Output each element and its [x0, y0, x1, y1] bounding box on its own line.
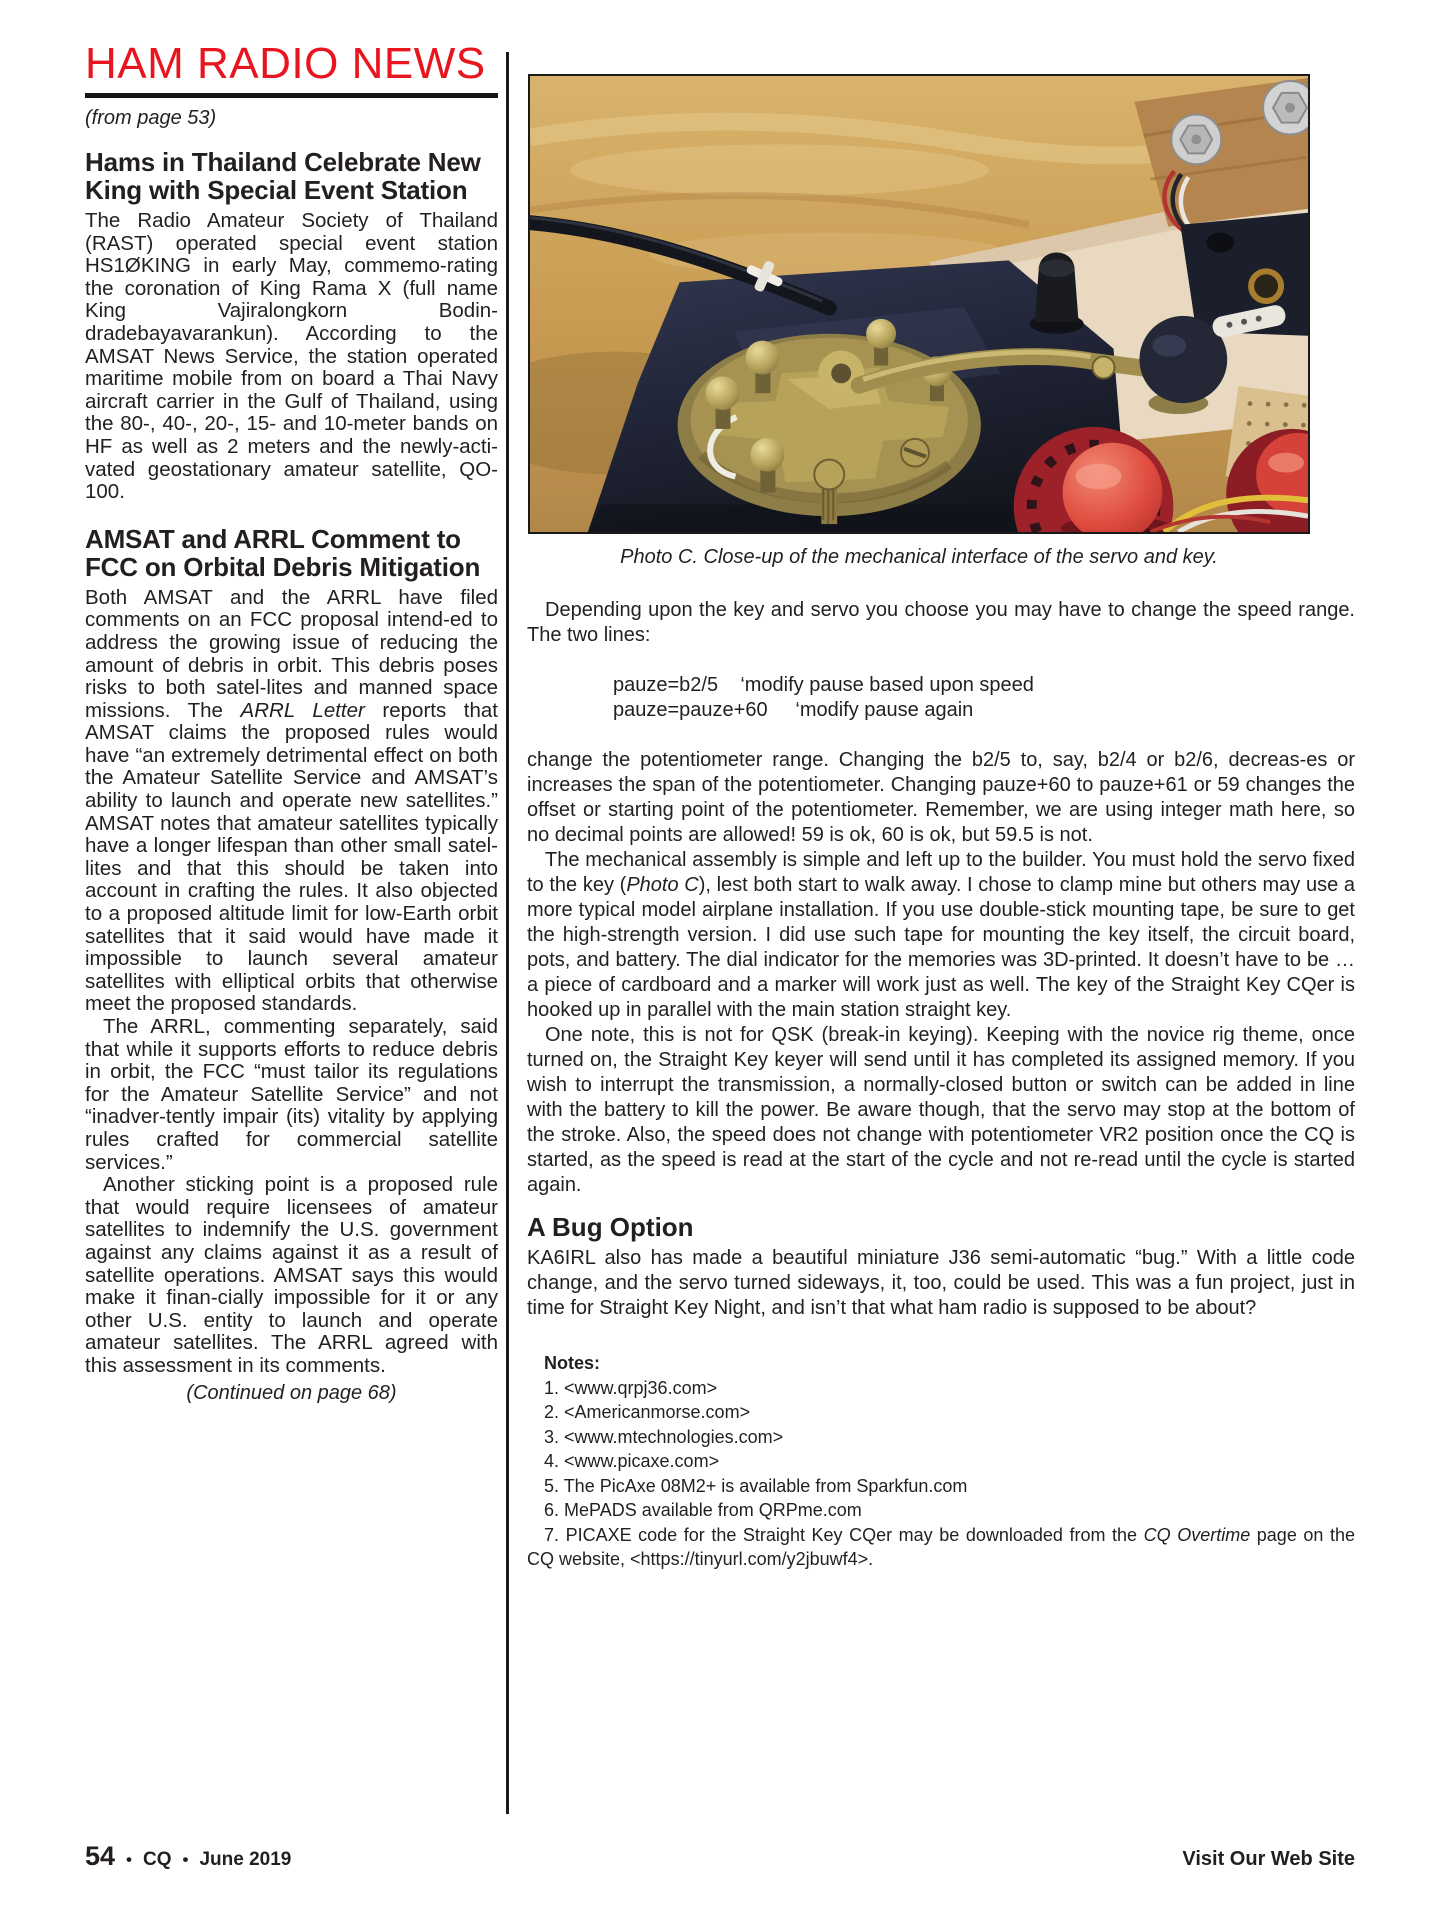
article2-p1-text-cont: reports that AMSAT claims the proposed rules would have “an extremely detrimental effect on both the Amateur Satellite Service and AMSAT’s ability to launch and operate new satellites.” AMSAT notes that amateur satellites typically have a longer lifespan than other small satel-lites and that this should be taken into account in crafting the rules. It also objected to a proposed altitude limit for low-Earth orbit satellites that it said would have made it impossible to launch several amateur satellites with elliptical orbits that otherwise meet the proposed standards. [85, 698, 499, 1016]
footer-web-note: Visit Our Web Site [1182, 1848, 1355, 1870]
right-column [527, 598, 1355, 1572]
article1-body: The Radio Amateur Society of Thailand (RAST) operated special event station HS1ØKING in early May, commemo-rating the coronation of King Rama X (full name King Vajiralongkorn Bodin-dradebayavarankun). According to the AMSAT News Service, the station operated maritime mobile from on board a Thai Navy aircraft carrier in the Gulf of Thailand, using the 80-, 40-, 20-, 15- and 10-meter bands on HF as well as 2 meters and the newly-acti-vated geostationary amateur satellite, QO-100. [85, 209, 498, 504]
page-footer [85, 1843, 1355, 1871]
note-item-4: 4. <www.picaxe.com> [544, 1451, 720, 1471]
p3-text: The mechanical assembly is simple and left up to the builder. You must hold the servo fixed to the key ( [527, 849, 1355, 896]
clamp-bolt [1263, 81, 1308, 135]
article2-paragraph-3: Another sticking point is a proposed rule that would require licensees of amateur satellites to indemnify the U.S. government against any claims against it as a result of satellite operations. AMSAT says this would make it finan-cially impossible for it or any other U.S. entity to launch and operate amateur satellites. The ARRL agreed with this assessment in its comments. [85, 1173, 498, 1377]
photo-caption: Photo C. Close-up of the mechanical interface of the servo and key. [620, 546, 1218, 568]
column-divider-rule [506, 52, 509, 1814]
article2-paragraph-2: The ARRL, commenting separately, said that while it supports efforts to reduce debris in orbit, the FCC “must tailor its regulations for the Amateur Satellite Service” and not “inadver-tently impair (its) vitality by applying rules crafted for commercial satellite services.” [85, 1015, 498, 1174]
note-item-1: 1. <www.qrpj36.com> [544, 1377, 718, 1398]
body-paragraph-2: change the potentiometer range. Changing the b2/5 to, say, b2/4 or b2/6, decreas-es or increases the span of the potentiometer. Changing pauze+60 to pauze+61 or 59 changes the offset or starting point of the potentiometer. Remember, we are using integer math here, so no decimal points are allowed! 59 is ok, 60 is ok, but 59.5 is not. [527, 749, 1355, 846]
title-rule [85, 93, 498, 98]
cq-overtime-italic: CQ Overtime [1143, 1524, 1251, 1545]
article2-p1-text: Both AMSAT and the ARRL have filed comments on an FCC proposal intend-ed to address the growing issue of reducing the amount of debris in orbit. This debris poses risks to both satel-lites and manned space missions. The [85, 585, 498, 722]
note7-text: 7. PICAXE code for the Straight Key CQer may be downloaded from the [544, 1524, 1144, 1545]
body-paragraph-1: Depending upon the key and servo you choose you may have to change the speed range. The two lines: [527, 599, 1355, 646]
magazine-name: CQ [143, 1849, 172, 1870]
code-line-2: pauze=pauze+60 ‘modify pause again [613, 699, 974, 721]
article1-headline: Hams in Thailand Celebrate New King with Special Event Station [85, 147, 481, 205]
page-number: 54 [85, 1841, 116, 1871]
footer-bullet: • [126, 1850, 132, 1869]
notes-label: Notes: [544, 1353, 601, 1373]
photo-c-image [528, 74, 1310, 534]
photo-c-italic: Photo C [626, 874, 699, 896]
photo-c-illustration [530, 76, 1308, 532]
basic-code-listing [527, 673, 1355, 723]
note-item-6: 6. MePADS available from QRPme.com [544, 1500, 862, 1520]
clamp-bolt [1171, 115, 1221, 165]
note-item-3: 3. <www.mtechnologies.com> [544, 1426, 784, 1447]
servo-eyelet [1251, 271, 1281, 301]
code-line-1: pauze=b2/5 ‘modify pause based upon speed [613, 674, 1034, 696]
arrl-letter-italic: ARRL Letter [240, 698, 365, 722]
footer-bullet: • [182, 1850, 189, 1869]
from-page-note: (from page 53) [85, 107, 217, 129]
p3-text-cont: ), lest both start to walk away. I chose to clamp mine but others may use a more typical model airplane installation. If you use double-stick mounting tape, be sure to get the high-strength version. I did use such tape for mounting the key itself, the circuit board, pots, and battery. The dial indicator for the memories was 3D-printed. It doesn’t have to be … a piece of cardboard and a marker will work just as well. The key of the Straight Key CQer is hooked up in parallel with the main station straight key. [527, 874, 1356, 1021]
bug-option-paragraph: KA6IRL also has made a beautiful miniature J36 semi-automatic “bug.” With a little code change, and the servo turned sideways, it, too, could be used. This was a fun project, just in time for Straight Key Night, and isn’t that what ham radio is supposed to be about? [527, 1247, 1355, 1319]
note7-text-cont: page on the CQ website, <https://tinyurl.com/y2jbuwf4>. [527, 1524, 1356, 1569]
body-paragraph-3 [527, 848, 1355, 1023]
article2-headline: AMSAT and ARRL Comment to FCC on Orbital Debris Mitigation [85, 523, 481, 582]
note-item-5: 5. The PicAxe 08M2+ is available from Sparkfun.com [544, 1475, 968, 1496]
body-paragraph-4: One note, this is not for QSK (break-in keying). Keeping with the novice rig theme, once turned on, the Straight Key keyer will send until it has completed its assigned memory. If you wish to interrupt the transmission, a normally-closed button or switch can be added in line with the battery to kill the power. Be aware though, that the servo may stop at the bottom of the stroke. Also, the speed does not change with potentiometer VR2 position once the CQ is started, as the speed is read at the start of the cycle and not re-read until the cycle is started again. [527, 1024, 1355, 1196]
left-column [85, 39, 499, 1405]
photo-figure [528, 74, 1310, 569]
article2-paragraph-1 [85, 587, 498, 1016]
note-item-2: 2. <Americanmorse.com> [544, 1402, 751, 1422]
footer-left [85, 1843, 291, 1871]
issue-date: June 2019 [199, 1849, 292, 1870]
section-title: HAM RADIO NEWS [85, 39, 486, 88]
note-item-7 [527, 1523, 1355, 1572]
continued-note: (Continued on page 68) [186, 1381, 397, 1404]
notes-section [527, 1351, 1355, 1572]
bug-option-headline: A Bug Option [527, 1212, 694, 1242]
